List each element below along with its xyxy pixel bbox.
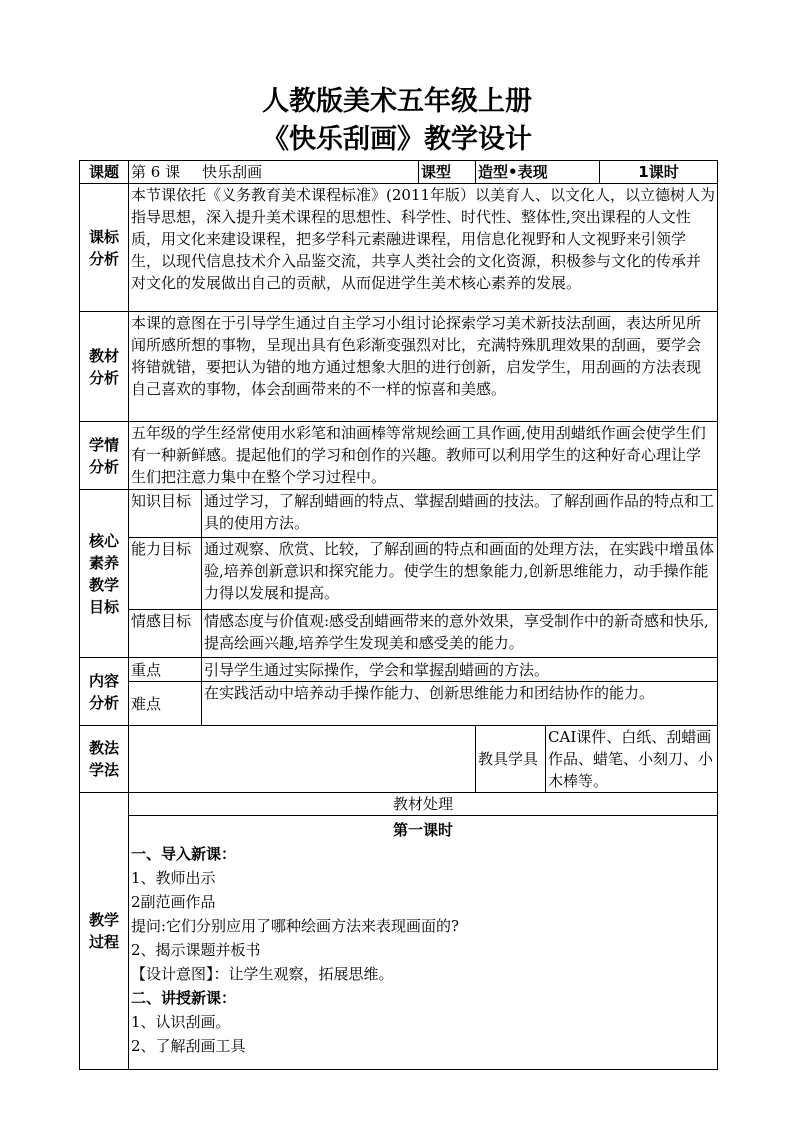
lesson-period: 第一课时 [393, 821, 454, 839]
content-item-name: 重点 [129, 658, 202, 682]
content-item-text: 在实践活动中培养动手操作能力、创新思维能力和团结协作的能力。 [202, 682, 718, 726]
process-line: 1、教师出示 [131, 869, 216, 887]
content-item-name: 难点 [129, 682, 202, 726]
class-hours: 1课时 [600, 161, 718, 184]
methods-row [80, 726, 718, 793]
goal-row [80, 538, 718, 610]
content-item-text: 引导学生通过实际操作，学会和掌握刮蜡画的方法。 [202, 658, 718, 682]
lesson-number: 第 6 课 [131, 163, 181, 181]
students-label: 学情分析 [80, 422, 129, 490]
process-line: 1、认识刮画。 [131, 1013, 231, 1031]
material-text: 本课的意图在于引导学生通过自主学习小组讨论探索学习美术新技法刮画，表达所见所闻所感所想的事物，呈现出具有色彩渐变强烈对比，充满特殊肌理效果的刮画，要学会将错就错，要把认为错的地方通过想象大胆的进行创新，启发学生，用刮画的方法表现自己喜欢的事物，体会刮画带来的不一样的惊喜和美感。 [129, 312, 718, 422]
process-line: 提问:它们分别应用了哪种绘画方法来表现画面的? [131, 917, 460, 935]
content-label: 内容分析 [80, 658, 129, 726]
process-body-row [80, 816, 718, 1070]
lesson-plan-table [79, 160, 718, 1070]
process-line: 2、揭示课题并板书 [131, 941, 261, 959]
course-label: 课题 [80, 161, 129, 184]
students-text: 五年级的学生经常使用水彩笔和油画棒等常规绘画工具作画,使用刮蜡纸作画会使学生们有一种新鲜感。提起他们的学习和创作的兴趣。教师可以利用学生的这种好奇心理让学生们把注意力集中在整个学习过程中。 [129, 422, 718, 490]
document-title: 人教版美术五年级上册 [262, 86, 532, 117]
process-line: 二、讲授新课： [131, 989, 237, 1007]
goal-name: 知识目标 [129, 490, 202, 538]
curriculum-text: 本节课依托《义务教育美术课程标准》(2011年版）以美育人、以文化人，以立德树人为指导思想，深入提升美术课程的思想性、科学性、时代性、整体性,突出课程的人文性质，用文化来建设课程，把多学科元素融进课程，用信息化视野和人文视野来引领学生，以现代信息技术介入品鉴交流，共享人类社会的文化资源，积极参与文化的传承并对文化的发展做出自己的贡献，从而促进学生美术核心素养的发展。 [129, 184, 718, 312]
process-line: 一、导入新课： [131, 845, 237, 863]
course-title [129, 161, 419, 184]
process-line: 2副范画作品 [131, 893, 216, 911]
process-lines [131, 842, 715, 1058]
goal-name: 情感目标 [129, 610, 202, 658]
process-content [129, 816, 718, 1070]
methods-label: 教法学法 [80, 726, 129, 793]
methods-value [129, 726, 476, 793]
tools-value: CAI课件、白纸、刮蜡画作品、蜡笔、小刻刀、小木棒等。 [546, 726, 718, 793]
course-row [80, 161, 718, 184]
goal-row [80, 490, 718, 538]
goal-text: 通过观察、欣赏、比较，了解刮画的特点和画面的处理方法，在实践中增虽体验,培养创新意识和探究能力。使学生的想象能力,创新思维能力，动手操作能力得以发展和提高。 [202, 538, 718, 610]
goal-text: 通过学习，了解刮蜡画的特点、掌握刮蜡画的技法。了解刮画作品的特点和工具的使用方法。 [202, 490, 718, 538]
students-row [80, 422, 718, 490]
process-label: 教学过程 [80, 793, 129, 1070]
goal-text: 情感态度与价值观:感受刮蜡画带来的意外效果，享受制作中的新奇感和快乐,提高绘画兴趣,培养学生发现美和感受美的能力。 [202, 610, 718, 658]
goal-row [80, 610, 718, 658]
type-value: 造型•表现 [476, 161, 600, 184]
process-line: 2、了解刮画工具 [131, 1037, 246, 1055]
content-row [80, 682, 718, 726]
type-label: 课型 [419, 161, 476, 184]
document-subtitle: 《快乐刮画》教学设计 [262, 124, 532, 155]
material-row [80, 312, 718, 422]
process-header: 教材处理 [129, 793, 718, 816]
lesson-name: 快乐刮画 [202, 163, 263, 181]
goals-label: 核心素养教学目标 [80, 490, 129, 658]
material-label: 教材分析 [80, 312, 129, 422]
content-row [80, 658, 718, 682]
process-header-row [80, 793, 718, 816]
process-line: 【设计意图】：让学生观察，拓展思维。 [131, 965, 394, 983]
goal-name: 能力目标 [129, 538, 202, 610]
tools-label: 教具学具 [476, 726, 546, 793]
curriculum-label: 课标分析 [80, 184, 129, 312]
curriculum-row [80, 184, 718, 312]
